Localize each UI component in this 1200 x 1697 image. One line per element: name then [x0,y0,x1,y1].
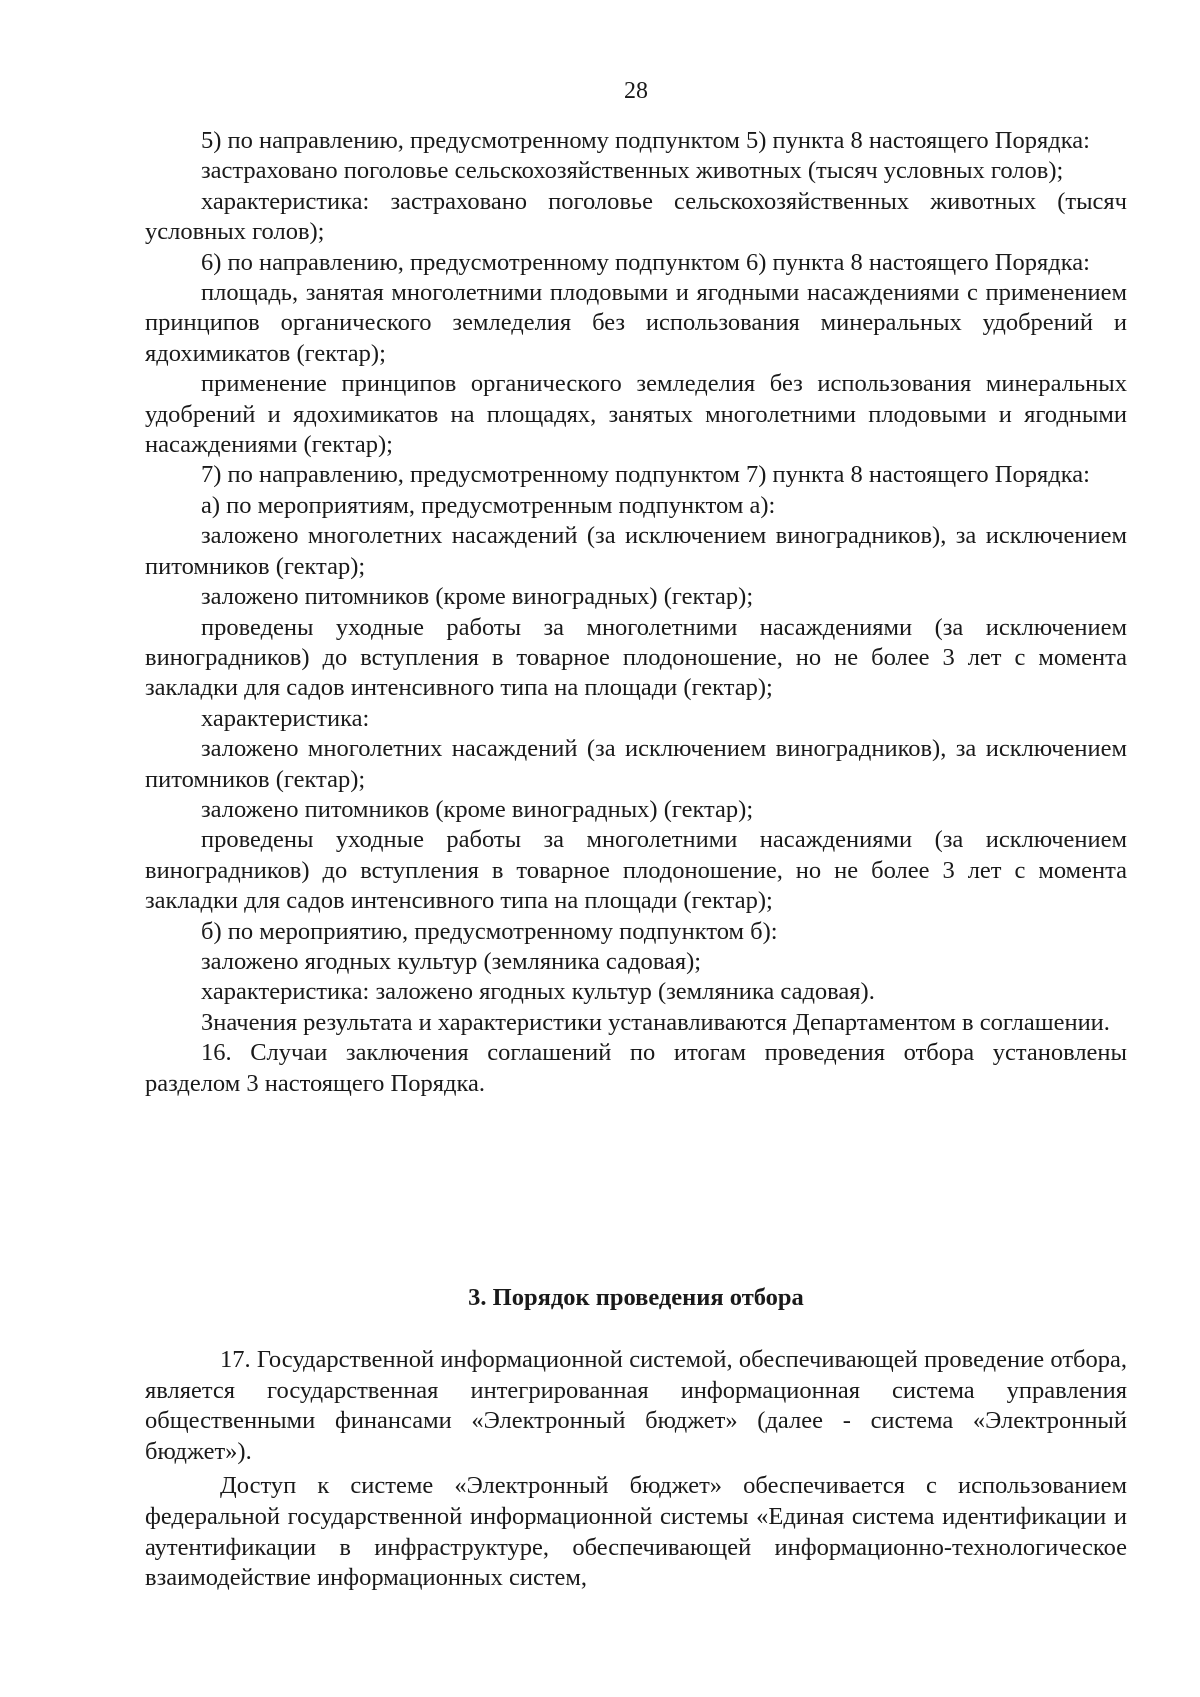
section-heading: 3. Порядок проведения отбора [468,1284,804,1311]
paragraph: проведены уходные работы за многолетними насаждениями (за исключением виноградников) до вступления в товарное плодоношение, но не более 3 лет с момента закладки для садов интенсивного типа на площади (гектар); [145,613,1127,702]
paragraph: б) по мероприятию, предусмотренному подпунктом б): [201,917,778,945]
document-body-bottom [145,1345,1127,1594]
paragraph: заложено питомников (кроме виноградных) (гектар); [201,583,754,611]
paragraph: а) по мероприятиям, предусмотренным подпунктом а): [201,491,776,519]
document-body-top [145,126,1127,1099]
paragraph: 6) по направлению, предусмотренному подпунктом 6) пункта 8 настоящего Порядка: [201,248,1090,276]
paragraph: характеристика: заложено ягодных культур (земляника садовая). [201,978,875,1006]
paragraph: заложено ягодных культур (земляника садовая); [201,947,702,975]
paragraph: заложено питомников (кроме виноградных) (гектар); [201,795,754,823]
paragraph: проведены уходные работы за многолетними насаждениями (за исключением виноградников) до вступления в товарное плодоношение, но не более 3 лет с момента закладки для садов интенсивного типа на площади (гектар); [145,826,1127,915]
paragraph: застраховано поголовье сельскохозяйственных животных (тысяч условных голов); [201,157,1064,185]
paragraph: заложено многолетних насаждений (за исключением виноградников), за исключением питомников (гектар); [145,735,1127,793]
paragraph: 16. Случаи заключения соглашений по итогам проведения отбора установлены разделом 3 настоящего Порядка. [145,1039,1127,1097]
paragraph: 17. Государственной информационной системой, обеспечивающей проведение отбора, является государственная интегрированная информационная система управления общественными финансами «Электронный бюджет» (далее - система «Электронный бюджет»). [145,1346,1127,1465]
paragraph: Доступ к системе «Электронный бюджет» обеспечивается с использованием федеральной государственной информационной системы «Единая система идентификации и аутентификации в инфраструктуре, обеспечивающей информационно-технологическое взаимодействие информационных систем, [145,1472,1127,1592]
paragraph: площадь, занятая многолетними плодовыми и ягодными насаждениями с применением принципов органического земледелия без использования минеральных удобрений и ядохимикатов (гектар); [145,279,1127,367]
paragraph: 7) по направлению, предусмотренному подпунктом 7) пункта 8 настоящего Порядка: [201,461,1090,489]
paragraph: 5) по направлению, предусмотренному подпунктом 5) пункта 8 настоящего Порядка: [201,127,1090,154]
paragraph: заложено многолетних насаждений (за исключением виноградников), за исключением питомников (гектар); [145,522,1127,580]
paragraph: характеристика: [201,704,370,732]
paragraph: Значения результата и характеристики устанавливаются Департаментом в соглашении. [201,1008,1110,1036]
paragraph: характеристика: застраховано поголовье сельскохозяйственных животных (тысяч условных голов); [145,187,1127,246]
page-number: 28 [624,78,648,104]
paragraph: применение принципов органического земледелия без использования минеральных удобрений и ядохимикатов на площадях, занятых многолетними плодовыми и ягодными насаждениями (гектар); [145,370,1127,459]
